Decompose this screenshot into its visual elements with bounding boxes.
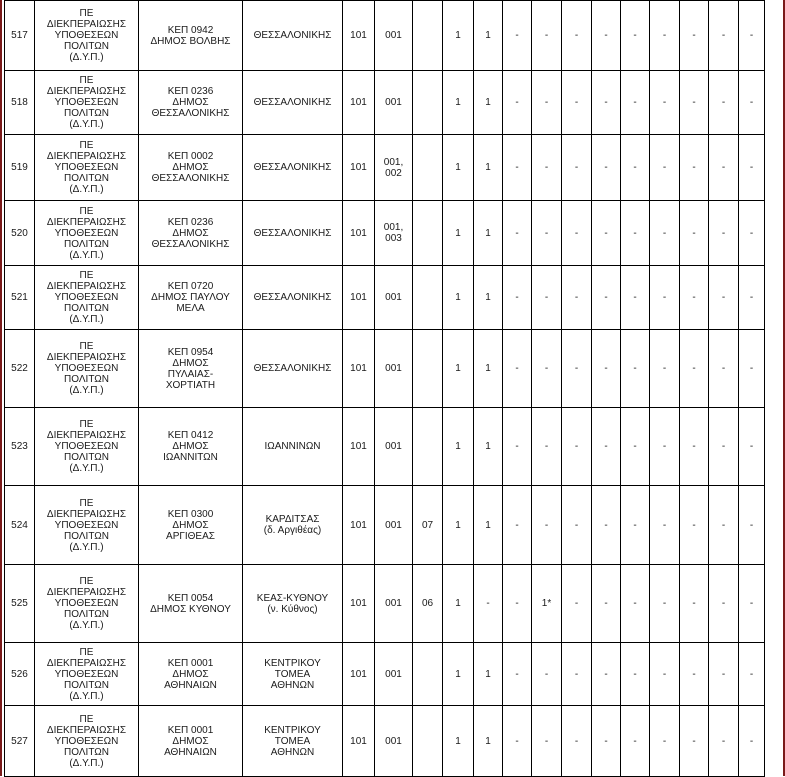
count-c9-cell: -: [680, 71, 709, 135]
code-2-cell: 001: [375, 330, 413, 408]
count-c5-cell: -: [562, 266, 592, 330]
count-c3-cell: -: [503, 643, 532, 706]
code-3-cell: 06: [413, 565, 443, 643]
position-type-cell: ΠΕ ΔΙΕΚΠΕΡΑΙΩΣΗΣ ΥΠΟΘΕΣΕΩΝ ΠΟΛΙΤΩΝ (Δ.Υ.Π.): [35, 643, 139, 706]
row-number: 520: [5, 201, 35, 266]
table-row: [5, 486, 765, 565]
count-c2-cell: 1: [474, 71, 503, 135]
code-2-cell: 001: [375, 266, 413, 330]
count-c1-cell: 1: [443, 71, 474, 135]
service-unit-cell: ΚΕΠ 0300 ΔΗΜΟΣ ΑΡΓΙΘΕΑΣ: [139, 486, 243, 565]
count-c8-cell: -: [650, 1, 680, 71]
count-c1-cell: 1: [443, 330, 474, 408]
count-c7-cell: -: [621, 408, 650, 486]
position-type-cell: ΠΕ ΔΙΕΚΠΕΡΑΙΩΣΗΣ ΥΠΟΘΕΣΕΩΝ ΠΟΛΙΤΩΝ (Δ.Υ.Π.): [35, 706, 139, 777]
region-cell: ΘΕΣΣΑΛΟΝΙΚΗΣ: [243, 201, 343, 266]
count-c1-cell: 1: [443, 266, 474, 330]
count-c5-cell: -: [562, 201, 592, 266]
count-c4-cell: -: [532, 643, 562, 706]
count-c1-cell: 1: [443, 408, 474, 486]
count-c6-cell: -: [592, 408, 621, 486]
count-c8-cell: -: [650, 135, 680, 201]
position-type-cell: ΠΕ ΔΙΕΚΠΕΡΑΙΩΣΗΣ ΥΠΟΘΕΣΕΩΝ ΠΟΛΙΤΩΝ (Δ.Υ.Π.): [35, 565, 139, 643]
code-1-cell: 101: [343, 266, 375, 330]
count-c7-cell: -: [621, 1, 650, 71]
row-number: 525: [5, 565, 35, 643]
count-c6-cell: -: [592, 706, 621, 777]
count-c3-cell: -: [503, 201, 532, 266]
count-c7-cell: -: [621, 266, 650, 330]
position-type-cell: ΠΕ ΔΙΕΚΠΕΡΑΙΩΣΗΣ ΥΠΟΘΕΣΕΩΝ ΠΟΛΙΤΩΝ (Δ.Υ.Π.): [35, 330, 139, 408]
count-c10-cell: -: [709, 408, 739, 486]
count-c8-cell: -: [650, 643, 680, 706]
count-c9-cell: -: [680, 408, 709, 486]
count-c7-cell: -: [621, 643, 650, 706]
code-1-cell: 101: [343, 201, 375, 266]
count-c10-cell: -: [709, 266, 739, 330]
code-3-cell: [413, 135, 443, 201]
count-c5-cell: -: [562, 71, 592, 135]
count-c11-cell: -: [739, 135, 765, 201]
count-c4-cell: -: [532, 266, 562, 330]
table-row: [5, 135, 765, 201]
table-row: [5, 266, 765, 330]
row-number: 527: [5, 706, 35, 777]
service-unit-cell: ΚΕΠ 0720 ΔΗΜΟΣ ΠΑΥΛΟΥ ΜΕΛΑ: [139, 266, 243, 330]
count-c11-cell: -: [739, 266, 765, 330]
code-1-cell: 101: [343, 71, 375, 135]
count-c9-cell: -: [680, 201, 709, 266]
service-unit-cell: ΚΕΠ 0954 ΔΗΜΟΣ ΠΥΛΑΙΑΣ- ΧΟΡΤΙΑΤΗ: [139, 330, 243, 408]
count-c4-cell: 1*: [532, 565, 562, 643]
row-number: 523: [5, 408, 35, 486]
code-3-cell: [413, 1, 443, 71]
position-type-cell: ΠΕ ΔΙΕΚΠΕΡΑΙΩΣΗΣ ΥΠΟΘΕΣΕΩΝ ΠΟΛΙΤΩΝ (Δ.Υ.Π.): [35, 1, 139, 71]
row-number: 522: [5, 330, 35, 408]
service-unit-cell: ΚΕΠ 0942 ΔΗΜΟΣ ΒΟΛΒΗΣ: [139, 1, 243, 71]
count-c6-cell: -: [592, 486, 621, 565]
table-row: [5, 408, 765, 486]
count-c10-cell: -: [709, 486, 739, 565]
count-c3-cell: -: [503, 706, 532, 777]
code-1-cell: 101: [343, 643, 375, 706]
count-c9-cell: -: [680, 706, 709, 777]
count-c10-cell: -: [709, 1, 739, 71]
count-c3-cell: -: [503, 408, 532, 486]
service-unit-cell: ΚΕΠ 0054 ΔΗΜΟΣ ΚΥΘΝΟΥ: [139, 565, 243, 643]
count-c10-cell: -: [709, 135, 739, 201]
count-c9-cell: -: [680, 643, 709, 706]
code-2-cell: 001: [375, 565, 413, 643]
count-c7-cell: -: [621, 330, 650, 408]
table-body: [5, 1, 765, 777]
count-c6-cell: -: [592, 565, 621, 643]
count-c1-cell: 1: [443, 706, 474, 777]
count-c11-cell: -: [739, 643, 765, 706]
count-c7-cell: -: [621, 565, 650, 643]
code-3-cell: 07: [413, 486, 443, 565]
region-cell: ΚΕΝΤΡΙΚΟΥ ΤΟΜΕΑ ΑΘΗΝΩΝ: [243, 643, 343, 706]
count-c5-cell: -: [562, 330, 592, 408]
count-c1-cell: 1: [443, 643, 474, 706]
code-3-cell: [413, 201, 443, 266]
service-unit-cell: ΚΕΠ 0236 ΔΗΜΟΣ ΘΕΣΣΑΛΟΝΙΚΗΣ: [139, 201, 243, 266]
positions-table: [4, 0, 765, 777]
count-c3-cell: -: [503, 266, 532, 330]
count-c7-cell: -: [621, 135, 650, 201]
code-2-cell: 001: [375, 643, 413, 706]
row-number: 519: [5, 135, 35, 201]
count-c5-cell: -: [562, 1, 592, 71]
count-c9-cell: -: [680, 266, 709, 330]
code-3-cell: [413, 330, 443, 408]
code-2-cell: 001: [375, 486, 413, 565]
count-c4-cell: -: [532, 71, 562, 135]
count-c6-cell: -: [592, 266, 621, 330]
count-c8-cell: -: [650, 266, 680, 330]
position-type-cell: ΠΕ ΔΙΕΚΠΕΡΑΙΩΣΗΣ ΥΠΟΘΕΣΕΩΝ ΠΟΛΙΤΩΝ (Δ.Υ.Π.): [35, 71, 139, 135]
table-row: [5, 565, 765, 643]
count-c8-cell: -: [650, 486, 680, 565]
count-c8-cell: -: [650, 201, 680, 266]
count-c11-cell: -: [739, 201, 765, 266]
code-1-cell: 101: [343, 565, 375, 643]
region-cell: ΚΕΑΣ-ΚΥΘΝΟΥ (ν. Κύθνος): [243, 565, 343, 643]
table-row: [5, 643, 765, 706]
count-c5-cell: -: [562, 565, 592, 643]
table-row: [5, 330, 765, 408]
row-number: 518: [5, 71, 35, 135]
service-unit-cell: ΚΕΠ 0001 ΔΗΜΟΣ ΑΘΗΝΑΙΩΝ: [139, 643, 243, 706]
code-1-cell: 101: [343, 706, 375, 777]
service-unit-cell: ΚΕΠ 0236 ΔΗΜΟΣ ΘΕΣΣΑΛΟΝΙΚΗΣ: [139, 71, 243, 135]
count-c2-cell: -: [474, 565, 503, 643]
region-cell: ΘΕΣΣΑΛΟΝΙΚΗΣ: [243, 135, 343, 201]
position-type-cell: ΠΕ ΔΙΕΚΠΕΡΑΙΩΣΗΣ ΥΠΟΘΕΣΕΩΝ ΠΟΛΙΤΩΝ (Δ.Υ.Π.): [35, 408, 139, 486]
count-c3-cell: -: [503, 1, 532, 71]
table-row: [5, 201, 765, 266]
count-c2-cell: 1: [474, 643, 503, 706]
region-cell: ΘΕΣΣΑΛΟΝΙΚΗΣ: [243, 1, 343, 71]
code-1-cell: 101: [343, 486, 375, 565]
position-type-cell: ΠΕ ΔΙΕΚΠΕΡΑΙΩΣΗΣ ΥΠΟΘΕΣΕΩΝ ΠΟΛΙΤΩΝ (Δ.Υ.Π.): [35, 135, 139, 201]
count-c10-cell: -: [709, 201, 739, 266]
count-c10-cell: -: [709, 643, 739, 706]
code-1-cell: 101: [343, 330, 375, 408]
count-c7-cell: -: [621, 71, 650, 135]
count-c9-cell: -: [680, 486, 709, 565]
count-c2-cell: 1: [474, 135, 503, 201]
count-c2-cell: 1: [474, 201, 503, 266]
count-c2-cell: 1: [474, 706, 503, 777]
count-c5-cell: -: [562, 706, 592, 777]
region-cell: ΘΕΣΣΑΛΟΝΙΚΗΣ: [243, 266, 343, 330]
count-c4-cell: -: [532, 1, 562, 71]
count-c11-cell: -: [739, 486, 765, 565]
code-2-cell: 001: [375, 706, 413, 777]
code-3-cell: [413, 71, 443, 135]
count-c8-cell: -: [650, 330, 680, 408]
count-c7-cell: -: [621, 706, 650, 777]
count-c1-cell: 1: [443, 486, 474, 565]
count-c2-cell: 1: [474, 1, 503, 71]
count-c4-cell: -: [532, 408, 562, 486]
row-number: 521: [5, 266, 35, 330]
count-c3-cell: -: [503, 565, 532, 643]
code-3-cell: [413, 266, 443, 330]
count-c11-cell: -: [739, 1, 765, 71]
service-unit-cell: ΚΕΠ 0001 ΔΗΜΟΣ ΑΘΗΝΑΙΩΝ: [139, 706, 243, 777]
count-c10-cell: -: [709, 565, 739, 643]
region-cell: ΙΩΑΝΝΙΝΩΝ: [243, 408, 343, 486]
count-c3-cell: -: [503, 71, 532, 135]
count-c11-cell: -: [739, 706, 765, 777]
count-c4-cell: -: [532, 706, 562, 777]
count-c1-cell: 1: [443, 1, 474, 71]
count-c1-cell: 1: [443, 201, 474, 266]
service-unit-cell: ΚΕΠ 0002 ΔΗΜΟΣ ΘΕΣΣΑΛΟΝΙΚΗΣ: [139, 135, 243, 201]
code-2-cell: 001: [375, 71, 413, 135]
count-c6-cell: -: [592, 330, 621, 408]
count-c4-cell: -: [532, 201, 562, 266]
count-c2-cell: 1: [474, 330, 503, 408]
count-c2-cell: 1: [474, 408, 503, 486]
code-2-cell: 001, 003: [375, 201, 413, 266]
count-c1-cell: 1: [443, 135, 474, 201]
count-c11-cell: -: [739, 330, 765, 408]
code-3-cell: [413, 643, 443, 706]
region-cell: ΘΕΣΣΑΛΟΝΙΚΗΣ: [243, 330, 343, 408]
row-number: 524: [5, 486, 35, 565]
code-2-cell: 001: [375, 408, 413, 486]
code-1-cell: 101: [343, 1, 375, 71]
count-c6-cell: -: [592, 201, 621, 266]
position-type-cell: ΠΕ ΔΙΕΚΠΕΡΑΙΩΣΗΣ ΥΠΟΘΕΣΕΩΝ ΠΟΛΙΤΩΝ (Δ.Υ.Π.): [35, 201, 139, 266]
count-c8-cell: -: [650, 706, 680, 777]
table-row: [5, 1, 765, 71]
code-1-cell: 101: [343, 408, 375, 486]
table-row: [5, 71, 765, 135]
count-c5-cell: -: [562, 408, 592, 486]
count-c3-cell: -: [503, 330, 532, 408]
region-cell: ΘΕΣΣΑΛΟΝΙΚΗΣ: [243, 71, 343, 135]
count-c11-cell: -: [739, 565, 765, 643]
position-type-cell: ΠΕ ΔΙΕΚΠΕΡΑΙΩΣΗΣ ΥΠΟΘΕΣΕΩΝ ΠΟΛΙΤΩΝ (Δ.Υ.Π.): [35, 266, 139, 330]
count-c9-cell: -: [680, 330, 709, 408]
table-row: [5, 706, 765, 777]
count-c1-cell: 1: [443, 565, 474, 643]
count-c3-cell: -: [503, 486, 532, 565]
code-2-cell: 001: [375, 1, 413, 71]
position-type-cell: ΠΕ ΔΙΕΚΠΕΡΑΙΩΣΗΣ ΥΠΟΘΕΣΕΩΝ ΠΟΛΙΤΩΝ (Δ.Υ.Π.): [35, 486, 139, 565]
code-3-cell: [413, 706, 443, 777]
count-c3-cell: -: [503, 135, 532, 201]
count-c6-cell: -: [592, 135, 621, 201]
count-c4-cell: -: [532, 486, 562, 565]
count-c4-cell: -: [532, 135, 562, 201]
row-number: 517: [5, 1, 35, 71]
count-c9-cell: -: [680, 565, 709, 643]
count-c11-cell: -: [739, 408, 765, 486]
count-c11-cell: -: [739, 71, 765, 135]
count-c5-cell: -: [562, 643, 592, 706]
row-number: 526: [5, 643, 35, 706]
count-c7-cell: -: [621, 486, 650, 565]
count-c6-cell: -: [592, 1, 621, 71]
count-c2-cell: 1: [474, 486, 503, 565]
count-c10-cell: -: [709, 706, 739, 777]
count-c5-cell: -: [562, 135, 592, 201]
count-c5-cell: -: [562, 486, 592, 565]
count-c6-cell: -: [592, 643, 621, 706]
count-c9-cell: -: [680, 1, 709, 71]
count-c9-cell: -: [680, 135, 709, 201]
count-c8-cell: -: [650, 71, 680, 135]
region-cell: ΚΕΝΤΡΙΚΟΥ ΤΟΜΕΑ ΑΘΗΝΩΝ: [243, 706, 343, 777]
service-unit-cell: ΚΕΠ 0412 ΔΗΜΟΣ ΙΩΑΝΝΙΤΩΝ: [139, 408, 243, 486]
count-c10-cell: -: [709, 71, 739, 135]
count-c4-cell: -: [532, 330, 562, 408]
count-c8-cell: -: [650, 565, 680, 643]
count-c2-cell: 1: [474, 266, 503, 330]
region-cell: ΚΑΡΔΙΤΣΑΣ (δ. Αργιθέας): [243, 486, 343, 565]
count-c6-cell: -: [592, 71, 621, 135]
code-2-cell: 001, 002: [375, 135, 413, 201]
code-3-cell: [413, 408, 443, 486]
count-c8-cell: -: [650, 408, 680, 486]
count-c10-cell: -: [709, 330, 739, 408]
code-1-cell: 101: [343, 135, 375, 201]
count-c7-cell: -: [621, 201, 650, 266]
